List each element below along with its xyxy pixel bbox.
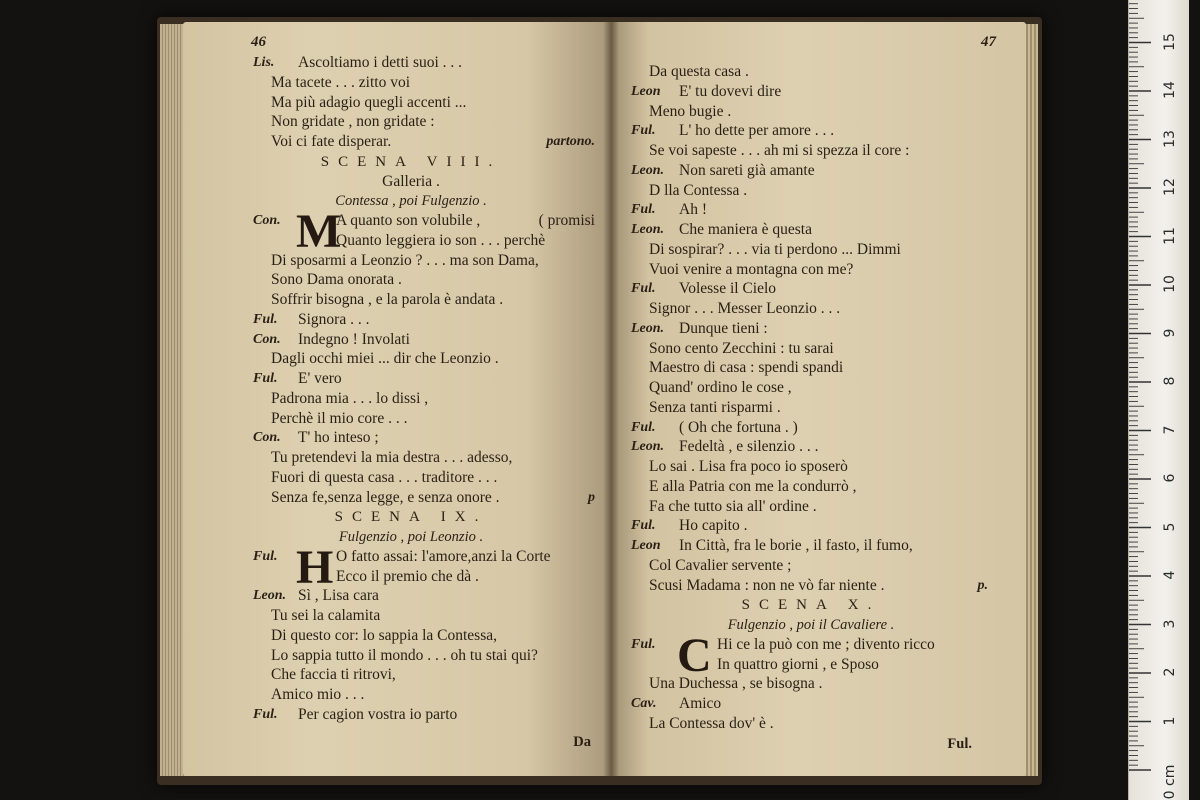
measuring-ruler bbox=[1128, 0, 1189, 800]
speaker-label: Ful. bbox=[253, 371, 278, 386]
verse-line: La Contessa dov' è . bbox=[649, 714, 774, 732]
ruler-label: 15 bbox=[1162, 32, 1178, 51]
verse-line: Perchè il mio core . . . bbox=[271, 409, 408, 427]
verse-line: D lla Contessa . bbox=[649, 181, 748, 199]
speaker-label: Ful. bbox=[253, 548, 278, 564]
verse-line: Quanto leggiera io son . . . perchè bbox=[336, 231, 546, 249]
page-number: 46 bbox=[251, 34, 266, 50]
verse-line: ( Oh che fortuna . ) bbox=[679, 418, 798, 436]
ruler-label: 14 bbox=[1162, 81, 1178, 99]
speaker-label: Con. bbox=[253, 213, 281, 228]
speaker-label: Lis. bbox=[253, 55, 275, 70]
verse-line: Lo sai . Lisa fra poco io sposerò bbox=[649, 458, 848, 475]
verse-line: Quand' ordino le cose , bbox=[649, 379, 792, 396]
verse-line: O fatto assai: l'amore,anzi la Corte bbox=[336, 547, 551, 565]
verse-line: Fa che tutto sia all' ordine . bbox=[649, 497, 817, 515]
book-gutter bbox=[603, 22, 619, 776]
scene-setting: Galleria . bbox=[382, 172, 440, 190]
verse-line: Amico mio . . . bbox=[271, 686, 365, 703]
verse-line: Lo sappia tutto il mondo . . . oh tu stai qui? bbox=[271, 646, 538, 664]
verse-line: T' ho inteso ; bbox=[298, 429, 379, 447]
speaker-label: Leon. bbox=[631, 222, 665, 237]
verse-line: Una Duchessa , se bisogna . bbox=[649, 675, 823, 693]
verse-line: In quattro giorni , e Sposo bbox=[717, 655, 879, 673]
verse-line: Hi ce la può con me ; divento ricco bbox=[717, 635, 935, 653]
verse-line: Sono cento Zecchini : tu sarai bbox=[649, 339, 834, 357]
verse-line: Scusi Madama : non ne vò far niente . bbox=[649, 576, 885, 594]
verse-line: Signor . . . Messer Leonzio . . . bbox=[649, 300, 841, 317]
verse-line: Fedeltà , e silenzio . . . bbox=[679, 438, 819, 456]
speaker-label: Leon bbox=[631, 538, 661, 553]
verse-line: Senza tanti risparmi . bbox=[649, 398, 781, 416]
scene-heading: SCENA VIII. bbox=[320, 153, 502, 170]
ruler-label: 3 bbox=[1162, 619, 1178, 628]
verse-line: Ma tacete . . . zitto voi bbox=[271, 73, 411, 91]
speaker-label: Ful. bbox=[631, 123, 656, 139]
ruler-label: 12 bbox=[1162, 178, 1178, 196]
drop-cap: C bbox=[677, 628, 712, 682]
speaker-label: Leon. bbox=[253, 588, 287, 604]
ruler-label: 7 bbox=[1162, 425, 1178, 434]
verse-line: Voi ci fate disperar. bbox=[271, 133, 392, 150]
verse-line: E' tu dovevi dire bbox=[679, 82, 782, 100]
speaker-label: Ful. bbox=[631, 518, 656, 534]
speaker-label: Ful. bbox=[253, 706, 278, 722]
verse-line: E alla Patria con me la condurrò , bbox=[649, 477, 857, 495]
ruler-label: 0 cm bbox=[1162, 764, 1178, 800]
scene-characters: Fulgenzio , poi il Cavaliere . bbox=[727, 617, 895, 633]
verse-line: Indegno ! Involati bbox=[298, 330, 410, 348]
verse-line: Ho capito . bbox=[679, 517, 748, 535]
verse-line: Amico bbox=[679, 695, 722, 712]
page-number: 47 bbox=[981, 34, 996, 50]
verse-line: Meno bugie . bbox=[649, 102, 732, 120]
scene-heading: SCENA X. bbox=[741, 597, 881, 614]
ruler-ticks bbox=[1129, 0, 1189, 800]
ruler-label: 13 bbox=[1162, 129, 1178, 148]
speaker-label: Leon. bbox=[631, 162, 665, 178]
catchword: Ful. bbox=[947, 736, 972, 752]
ruler-label: 2 bbox=[1162, 667, 1178, 677]
verse-line: Ma più adagio quegli accenti ... bbox=[271, 93, 467, 111]
verse-line: Signora . . . bbox=[298, 310, 370, 328]
verse-line: Di sospirar? . . . via ti perdono ... Dimmi bbox=[649, 240, 901, 258]
verse-line: Dagli occhi miei ... dir che Leonzio . bbox=[271, 350, 499, 368]
speaker-label: Ful. bbox=[631, 636, 656, 652]
verse-line: Che maniera è questa bbox=[679, 221, 812, 238]
speaker-label: Leon. bbox=[631, 320, 665, 336]
catchword: Da bbox=[573, 734, 591, 750]
verse-line: Per cagion vostra io parto bbox=[298, 705, 458, 723]
speaker-label: Leon bbox=[631, 83, 661, 99]
verse-line: Fuori di questa casa . . . traditore . . . bbox=[271, 468, 498, 486]
speaker-label: Ful. bbox=[631, 419, 656, 435]
drop-cap: H bbox=[296, 540, 334, 594]
stage-direction: p bbox=[588, 489, 595, 505]
speaker-label: Cav. bbox=[631, 696, 657, 711]
verse-line: Tu pretendevi la mia destra . . . adesso, bbox=[271, 449, 513, 466]
verse-line: L' ho dette per amore . . . bbox=[679, 122, 835, 140]
ruler-label: 5 bbox=[1162, 522, 1178, 531]
ruler-label: 11 bbox=[1162, 226, 1178, 245]
speaker-label: Con. bbox=[253, 430, 281, 446]
scene-heading: SCENA IX. bbox=[334, 509, 488, 526]
verse-line: Maestro di casa : spendi spandi bbox=[649, 359, 844, 377]
verse-line: Non gridate , non gridate : bbox=[271, 113, 435, 131]
verse-line: Vuoi venire a montagna con me? bbox=[649, 260, 854, 278]
verse-line: Che faccia ti ritrovi, bbox=[271, 666, 396, 684]
stage-direction: partono. bbox=[546, 134, 595, 149]
verse-line: Col Cavalier servente ; bbox=[649, 556, 792, 574]
verse-continuation: ( promisi bbox=[538, 212, 595, 229]
speaker-label: Con. bbox=[253, 331, 281, 347]
speaker-label: Leon. bbox=[631, 439, 665, 455]
verse-line: Sì , Lisa cara bbox=[298, 587, 379, 605]
verse-line: Ah ! bbox=[679, 201, 707, 219]
ruler-label: 1 bbox=[1162, 716, 1178, 725]
verse-line: Di sposarmi a Leonzio ? . . . ma son Dama, bbox=[271, 251, 539, 269]
ruler-label: 9 bbox=[1162, 328, 1178, 337]
verse-line: Dunque tieni : bbox=[679, 319, 768, 337]
scene-characters: Fulgenzio , poi Leonzio . bbox=[338, 529, 484, 545]
stage-direction: p. bbox=[977, 577, 988, 593]
verse-line: Ecco il premio che dà . bbox=[336, 567, 479, 585]
verse-line: Tu sei la calamita bbox=[271, 607, 381, 624]
verse-line: Soffrir bisogna , e la parola è andata . bbox=[271, 291, 504, 308]
verse-line: Di questo cor: lo sappia la Contessa, bbox=[271, 626, 497, 644]
verse-line: A quanto son volubile , bbox=[336, 212, 481, 229]
verse-line: Sono Dama onorata . bbox=[271, 271, 402, 289]
verse-line: Non sareti già amante bbox=[679, 161, 815, 179]
verse-line: Ascoltiamo i detti suoi . . . bbox=[298, 54, 463, 71]
verse-line: Da questa casa . bbox=[649, 63, 749, 80]
ruler-label: 10 bbox=[1162, 275, 1178, 293]
speaker-label: Ful. bbox=[631, 202, 656, 218]
left-page bbox=[183, 22, 611, 776]
verse-line: In Città, fra le borie , il fasto, il fumo, bbox=[679, 537, 913, 554]
verse-line: Se voi sapeste . . . ah mi si spezza il core : bbox=[649, 142, 910, 159]
verse-line: Senza fe,senza legge, e senza onore . bbox=[271, 488, 500, 506]
right-page bbox=[611, 22, 1026, 776]
scene-characters: Contessa , poi Fulgenzio . bbox=[335, 193, 487, 210]
verse-line: E' vero bbox=[298, 370, 342, 387]
speaker-label: Ful. bbox=[631, 281, 656, 297]
ruler-label: 8 bbox=[1162, 376, 1178, 386]
ruler-label: 6 bbox=[1162, 473, 1178, 483]
drop-cap: M bbox=[296, 205, 342, 258]
verse-line: Volesse il Cielo bbox=[679, 280, 777, 298]
speaker-label: Ful. bbox=[253, 311, 278, 327]
ruler-label: 4 bbox=[1162, 570, 1178, 580]
verse-line: Padrona mia . . . lo dissi , bbox=[271, 389, 429, 407]
